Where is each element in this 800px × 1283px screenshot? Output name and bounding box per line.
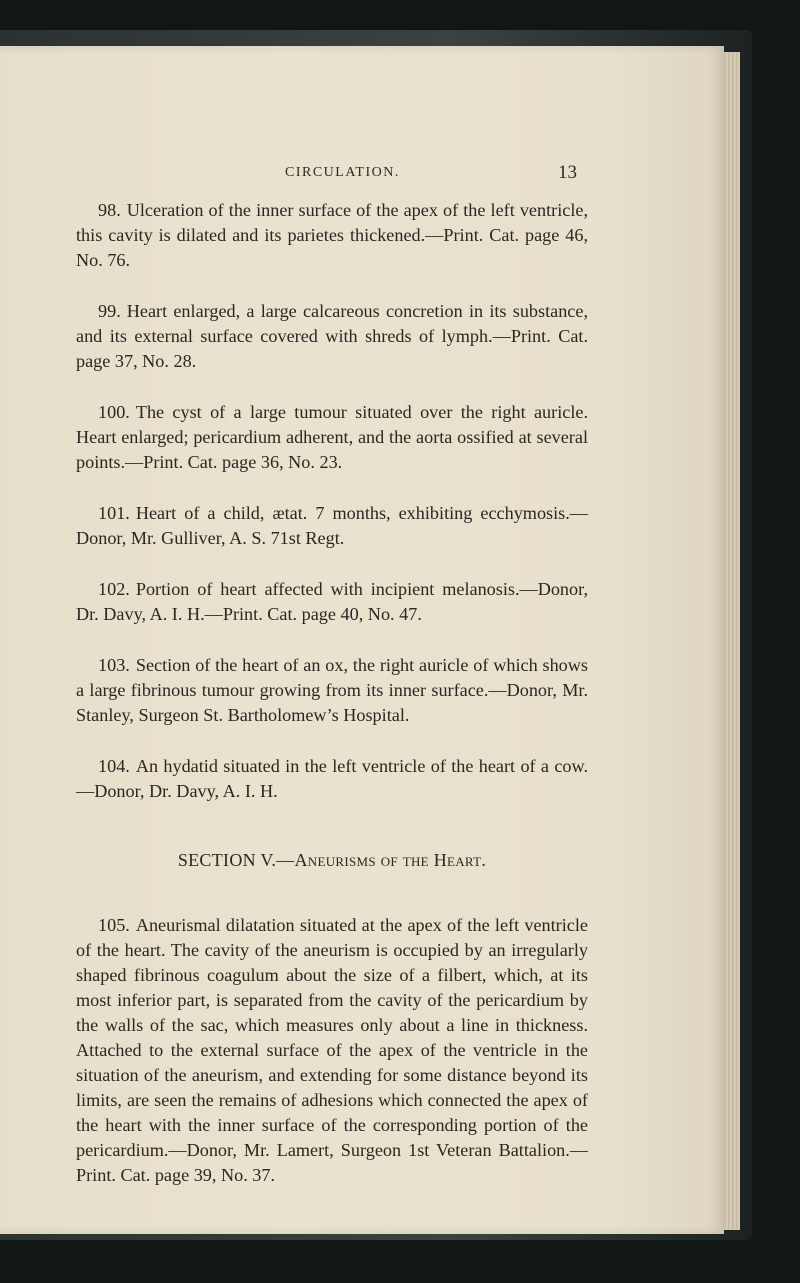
entry-number: 105. — [98, 915, 130, 935]
running-head — [0, 162, 724, 186]
entry-number: 99. — [98, 301, 121, 321]
page-number: 13 — [558, 162, 577, 183]
running-title: CIRCULATION. — [285, 165, 400, 180]
entry-number: 102. — [98, 579, 130, 599]
catalogue-entry-100 — [76, 400, 588, 475]
entry-text: Ulceration of the inner surface of the apex of the left ventricle, this cavity is dilated and its parietes thickened.—Print. Cat. page 46, No. 76. — [76, 200, 588, 270]
entry-text: An hydatid situated in the left ventricle of the heart of a cow.—Donor, Dr. Davy, A. I. H. — [76, 756, 588, 801]
section-number: SECTION V.— — [177, 850, 295, 870]
catalogue-entry-99 — [76, 299, 588, 374]
section-title: Aneurisms of the Heart. — [294, 850, 487, 870]
catalogue-entry-105 — [76, 913, 588, 1188]
catalogue-entry-101 — [76, 501, 588, 551]
catalogue-entry-98 — [76, 198, 588, 273]
entry-text: Heart of a child, ætat. 7 months, exhibiting ecchymosis.—Donor, Mr. Gulliver, A. S. 71st Regt. — [76, 503, 588, 548]
entry-number: 101. — [98, 503, 130, 523]
catalogue-entry-103 — [76, 653, 588, 728]
entry-text: Section of the heart of an ox, the right auricle of which shows a large fibrinous tumour growing from its inner surface.—Donor, Mr. Stanley, Surgeon St. Bartholomew’s Hospital. — [76, 655, 588, 725]
entry-text: Portion of heart affected with incipient melanosis.—Donor, Dr. Davy, A. I. H.—Print. Cat. page 40, No. 47. — [76, 579, 588, 624]
page-content — [76, 198, 588, 1214]
entry-text: Aneurismal dilatation situated at the apex of the left ventricle of the heart. The cavity of the aneurism is occupied by an irregularly shaped fibrinous coagulum about the size of a filbert, which, at its most inferior part, is separated from the cavity of the pericardium by the walls of the sac, which measures only about a line in thickness. Attached to the external surface of the apex of the ventricle in the situation of the aneurism, and extending for some distance beyond its limits, are seen the remains of adhesions which connected the apex of the heart with the inner surface of the corresponding portion of the pericardium.—Donor, Mr. Lamert, Surgeon 1st Veteran Battalion.—Print. Cat. page 39, No. 37. — [76, 915, 588, 1185]
section-heading — [76, 848, 588, 873]
catalogue-entry-102 — [76, 577, 588, 627]
catalogue-entry-104 — [76, 754, 588, 804]
entry-number: 100. — [98, 402, 130, 422]
entry-text: The cyst of a large tumour situated over the right auricle. Heart enlarged; pericardium adherent, and the aorta ossified at several points.—Print. Cat. page 36, No. 23. — [76, 402, 588, 472]
entry-text: Heart enlarged, a large calcareous concretion in its substance, and its external surface covered with shreds of lymph.—Print. Cat. page 37, No. 28. — [76, 301, 588, 371]
entry-number: 103. — [98, 655, 130, 675]
entry-number: 104. — [98, 756, 130, 776]
entry-number: 98. — [98, 200, 121, 220]
